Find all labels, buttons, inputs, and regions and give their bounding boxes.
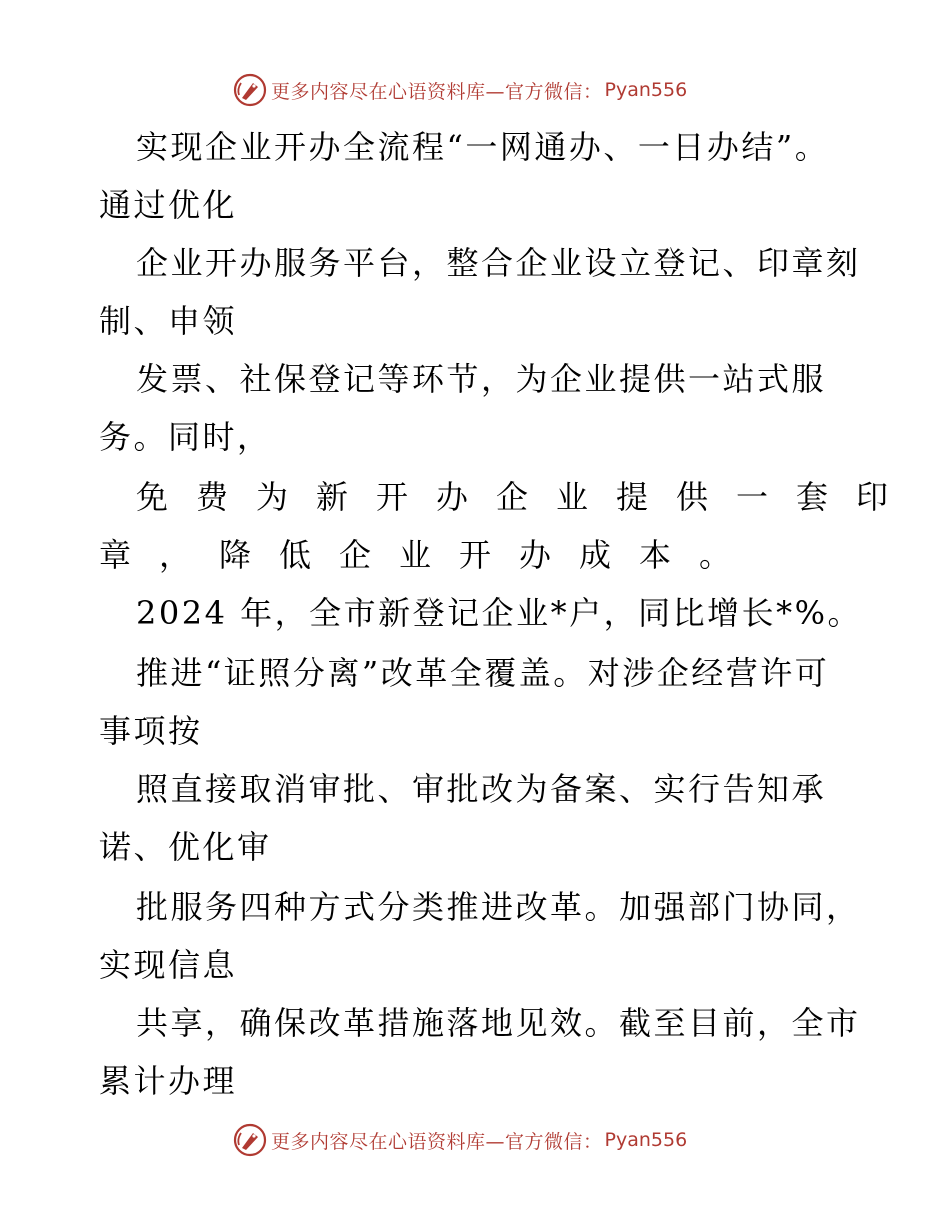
- text-line: 企业开办服务平台，整合企业设立登记、印章刻: [136, 244, 861, 282]
- text-line: 事项按: [99, 712, 203, 750]
- text-line: 批服务四种方式分类推进改革。加强部门协同，: [136, 888, 861, 926]
- watermark-text: 更多内容尽在心语资料库—官方微信：: [271, 80, 603, 103]
- text-line: 照直接取消审批、审批改为备案、实行告知承: [136, 770, 827, 808]
- watermark-wechat-id: Pyan556: [604, 1129, 688, 1151]
- text-line: 实现企业开办全流程“一网通办、一日办结”。: [136, 128, 830, 166]
- text-line: 务。同时，: [99, 418, 272, 456]
- footer-watermark: [233, 1122, 687, 1158]
- watermark-wechat-id: Pyan556: [604, 79, 688, 101]
- text-line: 实现信息: [99, 946, 238, 984]
- text-line: 章，降低企业开办成本。: [99, 536, 760, 574]
- text-line: 推进“证照分离”改革全覆盖。对涉企经营许可: [136, 654, 830, 692]
- text-line: 发票、社保登记等环节，为企业提供一站式服: [136, 360, 827, 398]
- text-line: 累计办理: [99, 1062, 238, 1100]
- text-line: 共享，确保改革措施落地见效。截至目前，全市: [136, 1004, 861, 1042]
- text-line: 制、申领: [99, 302, 238, 340]
- watermark-text: 更多内容尽在心语资料库—官方微信：: [271, 1130, 603, 1153]
- text-line: 通过优化: [99, 186, 238, 224]
- pen-nib-logo-icon: [233, 1123, 267, 1157]
- text-line: 2024 年，全市新登记企业*户，同比增长*%。: [136, 594, 863, 632]
- text-line: 诺、优化审: [99, 828, 272, 866]
- text-line: 免费为新开办企业提供一套印: [136, 478, 917, 516]
